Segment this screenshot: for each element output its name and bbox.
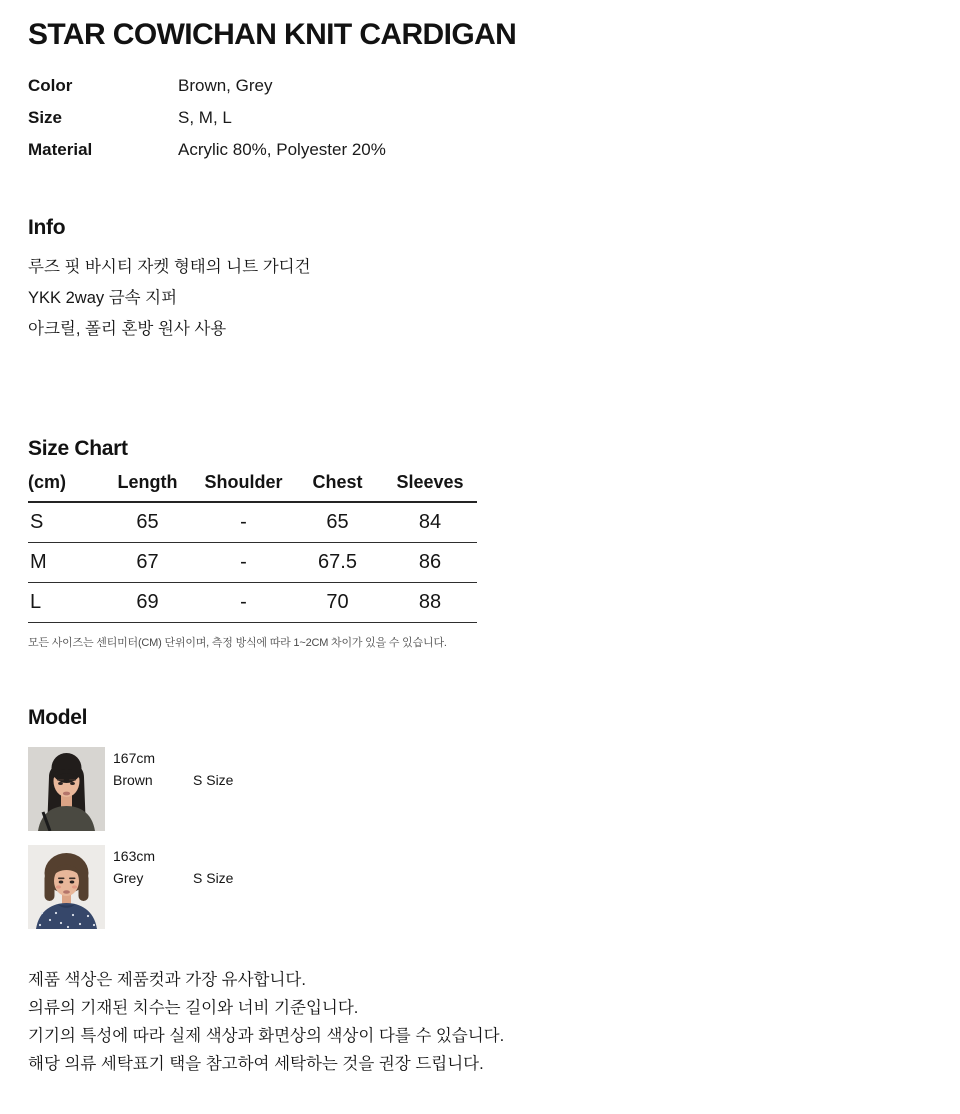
model-line2 [113,867,233,889]
size-chart-footnote: 모든 사이즈는 센티미터(CM) 단위이며, 측정 방식에 따라 1~2CM 차이가 있을 수 있습니다. [28,636,447,649]
info-section [28,216,932,345]
spec-label-color: Color [28,76,73,95]
cell-shoulder: - [195,582,292,622]
cell-chest: 70 [292,582,383,622]
model-rows [28,747,932,929]
spec-value-color: Brown, Grey [178,76,273,95]
cell-chest: 67.5 [292,542,383,582]
product-title: STAR COWICHAN KNIT CARDIGAN [28,18,517,51]
info-line: YKK 2way 금속 지퍼 [28,289,178,307]
cell-sleeves: 88 [383,582,477,622]
cell-length: 65 [100,502,195,542]
model-meta [113,845,233,889]
spec-row-size [28,102,932,134]
model-photo-brown [28,747,105,831]
cell-size: L [28,582,100,622]
notes-section [28,966,932,1078]
model-meta [113,747,233,791]
spec-label-material: Material [28,140,93,159]
note-line: 제품 색상은 제품컷과 가장 유사합니다. [28,970,306,989]
size-chart-section [28,437,932,650]
spec-label-size: Size [28,108,63,127]
cell-shoulder: - [195,502,292,542]
column-header-length: Length [100,470,195,502]
model-photo-grey [28,845,105,929]
cell-sleeves: 84 [383,502,477,542]
column-header-chest: Chest [292,470,383,502]
cell-size: M [28,542,100,582]
note-line: 의류의 기재된 치수는 길이와 너비 기준입니다. [28,998,359,1017]
model-size: S Size [193,869,234,886]
info-lines [28,252,932,345]
table-row-size-s [28,502,477,542]
info-line: 아크릴, 폴리 혼방 원사 사용 [28,320,227,338]
spec-row-color [28,70,932,102]
model-colorway: Brown [113,771,153,788]
column-header-cm: (cm) [28,470,100,502]
model-heading: Model [28,705,88,729]
cell-length: 69 [100,582,195,622]
size-chart-heading: Size Chart [28,437,128,460]
model-line2 [113,769,233,791]
cell-size: S [28,502,100,542]
cell-chest: 65 [292,502,383,542]
model-height: 163cm [113,847,156,864]
table-row-size-l [28,582,477,622]
model-colorway: Grey [113,869,144,886]
cell-length: 67 [100,542,195,582]
model-section [28,706,932,929]
model-height: 167cm [113,749,156,766]
info-line: 루즈 핏 바시티 자켓 형태의 니트 가디건 [28,258,311,276]
cell-sleeves: 86 [383,542,477,582]
product-spec-list [28,70,932,166]
cell-shoulder: - [195,542,292,582]
note-line: 해당 의류 세탁표기 택을 참고하여 세탁하는 것을 권장 드립니다. [28,1054,484,1073]
column-header-sleeves: Sleeves [383,470,477,502]
spec-value-material: Acrylic 80%, Polyester 20% [178,140,386,159]
table-row-size-m [28,542,477,582]
model-size: S Size [193,771,234,788]
note-line: 기기의 특성에 따라 실제 색상과 화면상의 색상이 다를 수 있습니다. [28,1026,505,1045]
spec-value-size: S, M, L [178,108,232,127]
spec-row-material [28,134,932,166]
info-heading: Info [28,216,66,239]
size-chart-table [28,470,477,623]
model-row-brown [28,747,932,831]
column-header-shoulder: Shoulder [195,470,292,502]
model-row-grey [28,845,932,929]
size-chart-header-row [28,470,477,502]
